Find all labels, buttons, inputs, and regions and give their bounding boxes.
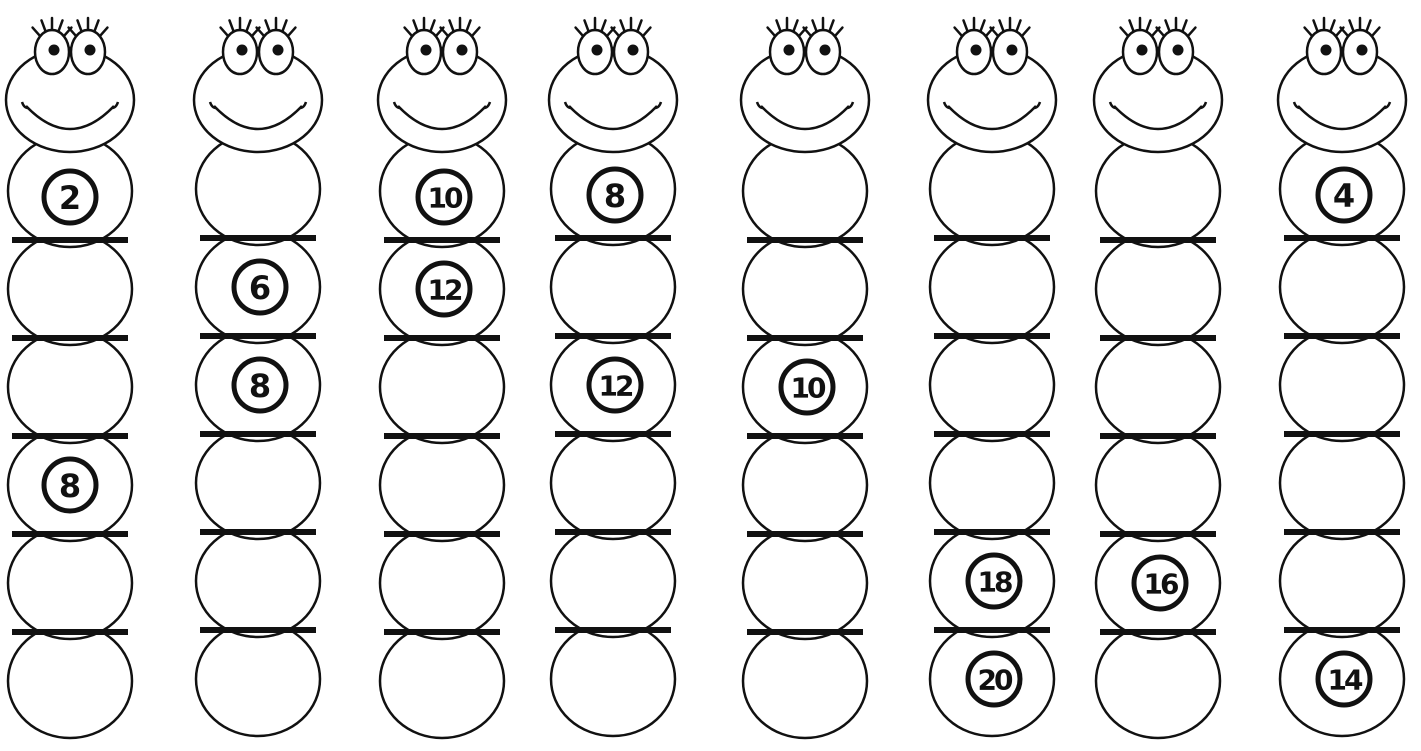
caterpillar xyxy=(928,18,1056,736)
body-segment xyxy=(1096,624,1220,738)
eyelash xyxy=(1000,20,1004,31)
pupil xyxy=(628,45,639,56)
segment-number: 16 xyxy=(1143,567,1177,601)
eyelash xyxy=(450,20,454,31)
eyelash xyxy=(612,28,620,37)
eyelash xyxy=(282,20,286,31)
segment-divider xyxy=(934,529,1050,535)
eyelash xyxy=(1146,20,1150,31)
body-segment xyxy=(8,331,132,443)
segment-divider xyxy=(12,629,128,635)
segment-number: 10 xyxy=(427,181,461,215)
eyelash xyxy=(58,20,62,31)
eyelash xyxy=(980,20,984,31)
segment-number: 8 xyxy=(603,177,627,215)
segment-divider xyxy=(934,235,1050,241)
segment-divider xyxy=(200,235,316,241)
pupil xyxy=(457,45,468,56)
pupil xyxy=(784,45,795,56)
eyelash xyxy=(621,20,625,31)
pupil xyxy=(971,45,982,56)
segment-divider xyxy=(12,433,128,439)
segment-divider xyxy=(555,235,671,241)
segment-number: 20 xyxy=(977,663,1011,697)
body-segment xyxy=(743,429,867,541)
pupil xyxy=(237,45,248,56)
segment-divider xyxy=(200,431,316,437)
eyelash xyxy=(230,20,234,31)
segment-divider xyxy=(1100,335,1216,341)
body-segment xyxy=(1096,331,1220,443)
pupil xyxy=(820,45,831,56)
segment-divider xyxy=(1100,433,1216,439)
pupil xyxy=(1007,45,1018,56)
segment-number: 14 xyxy=(1327,663,1361,697)
segment-divider xyxy=(747,335,863,341)
eyelash xyxy=(257,28,265,37)
eyelash xyxy=(78,20,82,31)
pupil xyxy=(1137,45,1148,56)
eyelash xyxy=(1372,28,1380,37)
segment-divider xyxy=(1100,531,1216,537)
body-segment xyxy=(1280,231,1404,343)
body-segment xyxy=(8,624,132,738)
body-segment xyxy=(196,427,320,539)
caterpillar xyxy=(549,18,677,736)
eyelash xyxy=(266,20,270,31)
segment-divider xyxy=(384,237,500,243)
eyelash xyxy=(1166,20,1170,31)
segment-divider xyxy=(200,529,316,535)
body-segment xyxy=(1096,233,1220,345)
segment-divider xyxy=(555,431,671,437)
segment-divider xyxy=(1284,333,1400,339)
segment-divider xyxy=(384,433,500,439)
body-segment xyxy=(551,525,675,637)
body-segment xyxy=(380,527,504,639)
segment-divider xyxy=(384,335,500,341)
eyelash xyxy=(576,28,584,37)
segment-divider xyxy=(555,529,671,535)
segment-number: 12 xyxy=(598,369,632,403)
segment-number: 4 xyxy=(1332,177,1356,215)
eyelash xyxy=(1330,20,1334,31)
eyelash xyxy=(813,20,817,31)
eyelash xyxy=(1188,28,1196,37)
segment-divider xyxy=(12,237,128,243)
eyelash xyxy=(466,20,470,31)
eyelash xyxy=(585,20,589,31)
pupil xyxy=(273,45,284,56)
segment-divider xyxy=(1100,629,1216,635)
caterpillar xyxy=(194,18,322,736)
pupil xyxy=(49,45,60,56)
eyelash xyxy=(472,28,480,37)
body-segment xyxy=(196,525,320,637)
segment-divider xyxy=(12,335,128,341)
caterpillar xyxy=(6,18,134,738)
caterpillar xyxy=(378,18,506,738)
caterpillar xyxy=(1094,18,1222,738)
eyelash xyxy=(1016,20,1020,31)
segment-divider xyxy=(384,531,500,537)
body-segment xyxy=(930,329,1054,441)
eyelash xyxy=(405,28,413,37)
caterpillar-head xyxy=(928,48,1056,152)
body-segment xyxy=(380,331,504,443)
body-segment xyxy=(743,233,867,345)
body-segment xyxy=(8,527,132,639)
eyelash xyxy=(288,28,296,37)
segment-divider xyxy=(12,531,128,537)
segment-divider xyxy=(934,627,1050,633)
eyelash xyxy=(955,28,963,37)
segment-divider xyxy=(747,629,863,635)
eyelash xyxy=(793,20,797,31)
body-segment xyxy=(1280,329,1404,441)
segment-number: 10 xyxy=(790,371,824,405)
eyelash xyxy=(430,20,434,31)
eyelash xyxy=(1121,28,1129,37)
pupil xyxy=(1173,45,1184,56)
eyelash xyxy=(1314,20,1318,31)
caterpillar-head xyxy=(549,48,677,152)
segment-number: 6 xyxy=(248,269,272,307)
segment-number: 12 xyxy=(427,273,461,307)
eyelash xyxy=(804,28,812,37)
body-segment xyxy=(551,231,675,343)
segment-divider xyxy=(384,629,500,635)
eyelash xyxy=(637,20,641,31)
eyelash xyxy=(777,20,781,31)
pupil xyxy=(1321,45,1332,56)
caterpillar-head xyxy=(741,48,869,152)
segment-divider xyxy=(747,531,863,537)
body-segment xyxy=(930,231,1054,343)
eyelash xyxy=(94,20,98,31)
pupil xyxy=(85,45,96,56)
segment-divider xyxy=(1284,529,1400,535)
body-segment xyxy=(380,624,504,738)
eyelash xyxy=(1305,28,1313,37)
eyelash xyxy=(1157,28,1165,37)
eyelash xyxy=(1182,20,1186,31)
eyelash xyxy=(1341,28,1349,37)
segment-divider xyxy=(934,333,1050,339)
eyelash xyxy=(69,28,77,37)
caterpillar-head xyxy=(194,48,322,152)
pupil xyxy=(592,45,603,56)
body-segment xyxy=(8,233,132,345)
segment-number: 18 xyxy=(977,565,1011,599)
caterpillar-head xyxy=(6,48,134,152)
eyelash xyxy=(991,28,999,37)
eyelash xyxy=(33,28,41,37)
eyelash xyxy=(1350,20,1354,31)
body-segment xyxy=(380,429,504,541)
eyelash xyxy=(643,28,651,37)
segment-divider xyxy=(1284,627,1400,633)
eyelash xyxy=(1366,20,1370,31)
eyelash xyxy=(221,28,229,37)
body-segment xyxy=(1280,525,1404,637)
body-segment xyxy=(551,427,675,539)
eyelash xyxy=(42,20,46,31)
body-segment xyxy=(1096,429,1220,541)
eyelash xyxy=(100,28,108,37)
segment-divider xyxy=(200,333,316,339)
segment-divider xyxy=(555,333,671,339)
segment-divider xyxy=(747,237,863,243)
body-segment xyxy=(930,427,1054,539)
caterpillar-head xyxy=(1278,48,1406,152)
eyelash xyxy=(601,20,605,31)
eyelash xyxy=(1130,20,1134,31)
eyelash xyxy=(829,20,833,31)
body-segment xyxy=(551,622,675,736)
segment-divider xyxy=(747,433,863,439)
caterpillar xyxy=(1278,18,1406,736)
segment-divider xyxy=(200,627,316,633)
segment-number: 8 xyxy=(248,367,272,405)
segment-number: 8 xyxy=(58,467,82,505)
body-segment xyxy=(743,624,867,738)
segment-divider xyxy=(1284,235,1400,241)
eyelash xyxy=(246,20,250,31)
eyelash xyxy=(441,28,449,37)
eyelash xyxy=(835,28,843,37)
body-segment xyxy=(1280,427,1404,539)
caterpillar xyxy=(741,18,869,738)
eyelash xyxy=(768,28,776,37)
caterpillar-head xyxy=(1094,48,1222,152)
caterpillar-head xyxy=(378,48,506,152)
eyelash xyxy=(964,20,968,31)
segment-divider xyxy=(1284,431,1400,437)
pupil xyxy=(421,45,432,56)
eyelash xyxy=(414,20,418,31)
body-segment xyxy=(743,527,867,639)
segment-divider xyxy=(934,431,1050,437)
pupil xyxy=(1357,45,1368,56)
segment-divider xyxy=(555,627,671,633)
segment-divider xyxy=(1100,237,1216,243)
eyelash xyxy=(1022,28,1030,37)
segment-number: 2 xyxy=(58,179,82,217)
body-segment xyxy=(196,622,320,736)
